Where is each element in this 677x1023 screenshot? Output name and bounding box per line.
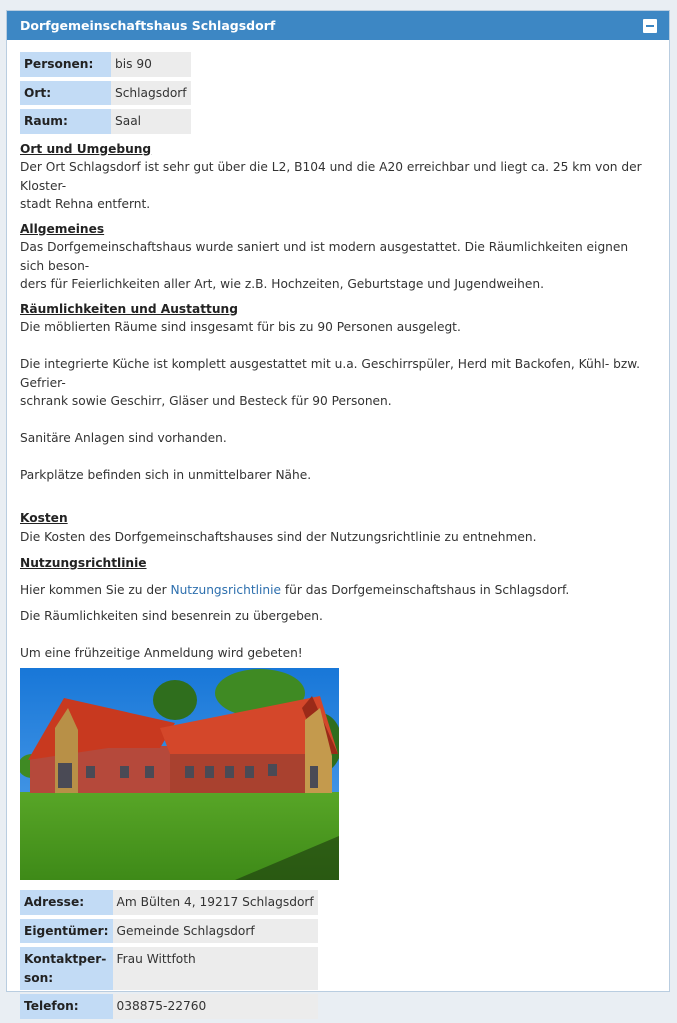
info-table-top [20, 48, 191, 138]
value-personen: bis 90 [111, 52, 191, 77]
table-row [20, 890, 318, 915]
minus-square-icon[interactable] [643, 19, 657, 33]
text-ort-1: Der Ort Schlagsdorf ist sehr gut über die L2, B104 und die A20 erreichbar und liegt ca. 25 km von der Kloster- [20, 160, 642, 193]
panel-header [7, 11, 669, 40]
table-row [20, 52, 191, 77]
panel-body [7, 40, 669, 1023]
label-personen: Personen: [20, 52, 111, 77]
label-kontaktperson-line2: son: [24, 970, 54, 985]
table-row [20, 919, 318, 944]
heading-ort-umgebung: Ort und Umgebung [20, 141, 152, 156]
text-sanitaer: Sanitäre Anlagen sind vorhanden. [20, 431, 227, 445]
label-kontaktperson-line1: Kontaktper- [24, 952, 107, 966]
text-kueche-2: schrank sowie Geschirr, Gläser und Besteck für 90 Personen. [20, 394, 392, 408]
text-anmeldung: Um eine frühzeitige Anmeldung wird gebeten! [20, 645, 303, 660]
text-kueche-1: Die integrierte Küche ist komplett ausgestattet mit u.a. Geschirrspüler, Herd mit Backofen, Kühl- bzw. Gefrier- [20, 357, 640, 390]
table-row [20, 994, 318, 1019]
label-eigentuemer: Eigentümer: [20, 919, 113, 944]
nutzung-post: für das Dorfgemeinschaftshaus in Schlagsdorf. [281, 582, 570, 597]
nutzungsrichtlinie-link[interactable]: Nutzungsrichtlinie [170, 582, 282, 597]
label-telefon: Telefon: [20, 994, 113, 1019]
info-panel [6, 10, 670, 1013]
heading-raeumlichkeiten: Räumlichkeiten und Austattung [20, 301, 238, 316]
heading-kosten: Kosten [20, 511, 68, 525]
building-photo [20, 668, 339, 880]
label-raum: Raum: [20, 109, 111, 134]
label-adresse: Adresse: [20, 890, 113, 915]
value-telefon: 038875-22760 [113, 994, 318, 1019]
panel-title: Dorfgemeinschaftshaus Schlagsdorf [20, 18, 276, 33]
text-parkplaetze: Parkplätze befinden sich in unmittelbarer Nähe. [20, 468, 312, 482]
value-ort: Schlagsdorf [111, 81, 191, 106]
text-kosten: Die Kosten des Dorfgemeinschaftshauses sind der Nutzungsrichtlinie zu entnehmen. [20, 529, 537, 544]
text-ort-2: stadt Rehna entfernt. [20, 197, 151, 211]
text-besenrein: Die Räumlichkeiten sind besenrein zu übergeben. [20, 609, 323, 623]
nutzung-pre: Hier kommen Sie zu der [20, 582, 171, 597]
value-raum: Saal [111, 109, 191, 134]
text-raum-1: Die möblierten Räume sind insgesamt für bis zu 90 Personen ausgelegt. [20, 320, 461, 334]
heading-nutzungsrichtlinie: Nutzungsrichtlinie [20, 556, 147, 570]
label-ort: Ort: [20, 81, 111, 106]
table-row [20, 947, 318, 990]
table-row [20, 81, 191, 106]
text-nutzung [20, 581, 656, 600]
value-adresse: Am Bülten 4, 19217 Schlagsdorf [113, 890, 318, 915]
heading-allgemeines: Allgemeines [20, 221, 105, 236]
value-kontaktperson: Frau Wittfoth [113, 947, 318, 990]
table-row [20, 109, 191, 134]
value-eigentuemer: Gemeinde Schlagsdorf [113, 919, 318, 944]
label-kontaktperson [20, 947, 113, 990]
info-table-bottom [20, 886, 318, 1023]
text-allg-2: ders für Feierlichkeiten aller Art, wie z.B. Hochzeiten, Geburtstage und Jugendweihen. [20, 277, 545, 291]
text-allg-1: Das Dorfgemeinschaftshaus wurde saniert und ist modern ausgestattet. Die Räumlichkeiten eignen sich beson- [20, 240, 629, 273]
